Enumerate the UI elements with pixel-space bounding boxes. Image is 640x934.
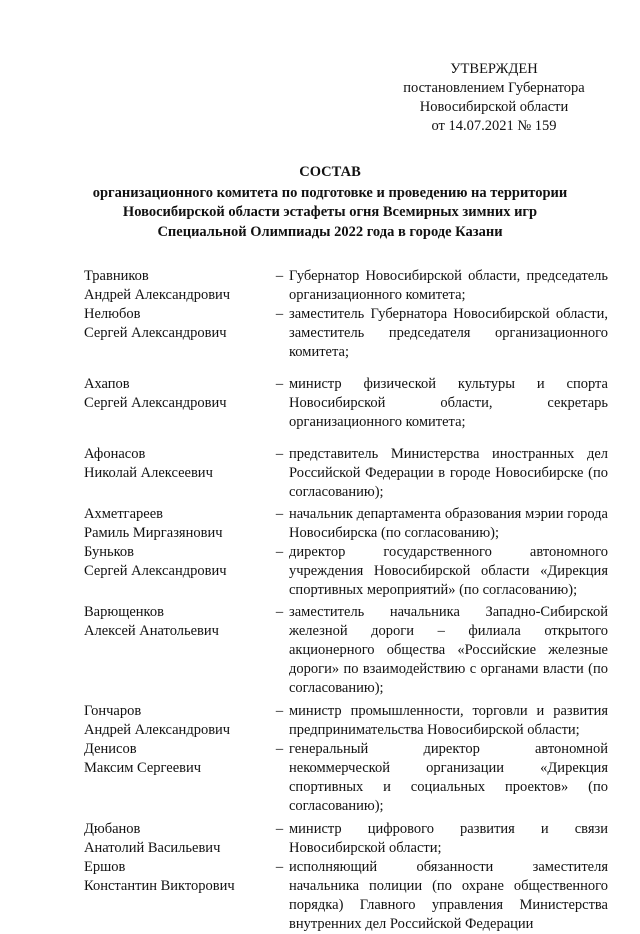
member-surname: Ахметгареев <box>84 506 164 522</box>
separator-dash: – <box>275 306 284 322</box>
member-surname: Дюбанов <box>84 821 141 837</box>
member-surname: Гончаров <box>84 703 142 719</box>
member-given-names: Константин Викторович <box>84 878 235 894</box>
member-row <box>84 603 608 698</box>
member-row <box>84 445 608 502</box>
member-name <box>84 858 270 934</box>
member-name <box>84 543 270 600</box>
member-role: заместитель начальника Западно-Сибирской железной дороги – филиала открытого акционерного общества «Российские железные дороги» по взаимодействию с органами власти (по согласованию); <box>289 604 608 696</box>
member-name <box>84 603 270 698</box>
member-given-names: Андрей Александрович <box>84 287 231 303</box>
member-role: министр цифрового развития и связи Новосибирской области; <box>289 821 608 856</box>
title-heading: СОСТАВ <box>299 164 361 180</box>
member-name <box>84 740 270 816</box>
separator-dash: – <box>275 268 284 284</box>
title-line-1: организационного комитета по подготовке и проведению на территории <box>92 184 568 201</box>
member-name <box>84 820 270 858</box>
member-given-names: Алексей Анатольевич <box>84 623 219 639</box>
approval-status: УТВЕРЖДЕН <box>450 61 538 77</box>
member-role: начальник департамента образования мэрии города Новосибирска (по согласованию); <box>289 506 608 541</box>
member-given-names: Николай Алексеевич <box>84 465 213 481</box>
document-title <box>60 163 600 242</box>
member-surname: Ахапов <box>84 376 130 392</box>
separator-dash: – <box>275 859 284 875</box>
separator-dash: – <box>275 741 284 757</box>
member-name <box>84 305 270 362</box>
member-name <box>84 267 270 305</box>
member-given-names: Сергей Александрович <box>84 395 227 411</box>
title-line-3: Специальной Олимпиады 2022 года в городе Казани <box>157 223 503 240</box>
separator-dash: – <box>275 506 284 522</box>
member-surname: Варющенков <box>84 604 164 620</box>
member-role: представитель Министерства иностранных дел Российской Федерации в городе Новосибирске (по согласованию); <box>289 446 608 500</box>
member-given-names: Максим Сергеевич <box>84 760 202 776</box>
member-surname: Буньков <box>84 544 134 560</box>
member-name <box>84 505 270 543</box>
approval-region: Новосибирской области <box>419 99 569 115</box>
member-role: Губернатор Новосибирской области, председатель организационного комитета; <box>289 268 608 303</box>
member-name <box>84 702 270 740</box>
approval-block <box>388 60 600 136</box>
member-given-names: Андрей Александрович <box>84 722 231 738</box>
member-surname: Нелюбов <box>84 306 141 322</box>
member-role: директор государственного автономного учреждения Новосибирской области «Дирекция спортивных мероприятий» (по согласованию); <box>289 544 608 598</box>
member-given-names: Сергей Александрович <box>84 563 227 579</box>
member-role: заместитель Губернатора Новосибирской области, заместитель председателя организационного комитета; <box>289 306 608 360</box>
member-name <box>84 375 270 432</box>
approval-by: постановлением Губернатора <box>403 80 585 96</box>
member-surname: Травников <box>84 268 149 284</box>
separator-dash: – <box>275 703 284 719</box>
member-given-names: Рамиль Миргазянович <box>84 525 223 541</box>
member-row <box>84 858 608 934</box>
separator-dash: – <box>275 604 284 620</box>
member-given-names: Сергей Александрович <box>84 325 227 341</box>
member-role: министр промышленности, торговли и развития предпринимательства Новосибирской области; <box>289 703 608 738</box>
member-role: исполняющий обязанности заместителя начальника полиции (по охране общественного порядка) Главного управления Министерства внутренних дел Российской Федерации <box>289 859 608 932</box>
member-role: генеральный директор автономной некоммерческой организации «Дирекция спортивных и социальных проектов» (по согласованию); <box>289 741 608 814</box>
member-row <box>84 505 608 543</box>
separator-dash: – <box>275 376 284 392</box>
member-row <box>84 702 608 740</box>
member-row <box>84 543 608 600</box>
member-row <box>84 375 608 432</box>
member-surname: Афонасов <box>84 446 146 462</box>
member-role: министр физической культуры и спорта Новосибирской области, секретарь организационного комитета; <box>289 376 608 430</box>
member-surname: Ершов <box>84 859 126 875</box>
member-row <box>84 740 608 816</box>
committee-member-list <box>84 267 608 934</box>
member-given-names: Анатолий Васильевич <box>84 840 221 856</box>
member-row <box>84 267 608 305</box>
title-line-2: Новосибирской области эстафеты огня Всемирных зимних игр <box>122 204 538 220</box>
member-name <box>84 445 270 502</box>
separator-dash: – <box>275 544 284 560</box>
separator-dash: – <box>275 821 284 837</box>
member-row <box>84 820 608 858</box>
separator-dash: – <box>275 446 284 462</box>
member-row <box>84 305 608 362</box>
member-surname: Денисов <box>84 741 137 757</box>
approval-date-number: от 14.07.2021 № 159 <box>431 118 557 134</box>
